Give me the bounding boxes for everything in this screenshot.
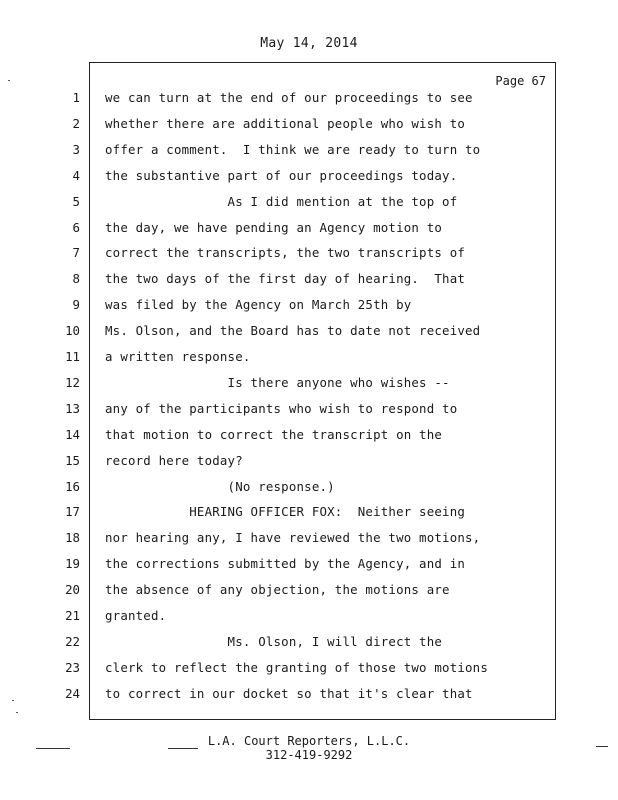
transcript-line [0, 401, 618, 427]
transcript-line [0, 427, 618, 453]
line-text: correct the transcripts, the two transcripts of [105, 245, 466, 261]
transcript-line [0, 453, 618, 479]
transcript-line [0, 634, 618, 660]
transcript-line [0, 530, 618, 556]
line-text: Ms. Olson, I will direct the [105, 633, 443, 649]
transcript-line [0, 168, 618, 194]
scan-speck [16, 712, 18, 713]
footer-company: L.A. Court Reporters, L.L.C. [207, 734, 411, 748]
line-text: was filed by the Agency on March 25th by [105, 297, 412, 313]
scan-mark [596, 746, 608, 747]
line-number: 1 [72, 90, 80, 105]
line-text: record here today? [105, 452, 243, 468]
line-text: any of the participants who wish to respond to [105, 400, 458, 416]
transcript-line [0, 660, 618, 686]
line-text: whether there are additional people who wish to [105, 115, 466, 131]
line-number: 23 [65, 659, 80, 675]
transcript-line [0, 582, 618, 608]
line-text: granted. [105, 608, 167, 623]
line-text: nor hearing any, I have reviewed the two motions, [105, 530, 481, 546]
line-text: Ms. Olson, and the Board has to date not received [105, 323, 481, 339]
transcript-line [0, 142, 618, 168]
line-number: 13 [65, 400, 80, 416]
line-number: 20 [65, 582, 80, 598]
page-date: May 14, 2014 [260, 36, 358, 51]
transcript-line [0, 116, 618, 142]
transcript-line [0, 479, 618, 505]
transcript-line [0, 349, 618, 375]
line-number: 9 [72, 297, 80, 313]
line-number: 22 [65, 633, 80, 649]
line-number: 18 [65, 530, 80, 546]
line-text: the two days of the first day of hearing. That [105, 271, 466, 287]
transcript-line [0, 245, 618, 271]
line-number: 2 [72, 115, 80, 131]
line-number: 14 [65, 426, 80, 442]
transcript-line [0, 556, 618, 582]
line-text: the corrections submitted by the Agency, and in [105, 556, 466, 572]
line-text: (No response.) [105, 478, 335, 494]
line-text: offer a comment. I think we are ready to turn to [105, 141, 481, 157]
line-number: 12 [65, 374, 80, 390]
line-number: 11 [65, 349, 80, 364]
line-text: to correct in our docket so that it's clear that [105, 685, 473, 701]
line-text: a written response. [105, 349, 251, 364]
line-text: Is there anyone who wishes -- [105, 374, 450, 390]
transcript-line [0, 608, 618, 634]
page-number: Page 67 [495, 74, 546, 88]
line-text: the absence of any objection, the motions are [105, 582, 450, 598]
transcript-line [0, 271, 618, 297]
line-number: 24 [65, 685, 80, 701]
line-text: the day, we have pending an Agency motion to [105, 219, 443, 235]
footer-phone: 312-419-9292 [265, 748, 353, 762]
scan-speck [12, 700, 14, 701]
scan-speck [8, 80, 10, 81]
transcript-line [0, 90, 618, 116]
line-text: clerk to reflect the granting of those two motions [105, 659, 488, 675]
line-number: 6 [72, 219, 80, 235]
line-text: that motion to correct the transcript on the [105, 426, 443, 442]
scan-mark [168, 748, 198, 749]
transcript-line [0, 297, 618, 323]
transcript-line [0, 504, 618, 530]
line-number: 17 [65, 504, 80, 520]
line-number: 8 [72, 271, 80, 287]
line-number: 15 [65, 452, 80, 468]
line-number: 21 [65, 608, 80, 623]
line-number: 10 [65, 323, 80, 339]
line-text: the substantive part of our proceedings today. [105, 167, 458, 183]
line-number: 16 [65, 478, 80, 494]
transcript-line [0, 323, 618, 349]
line-number: 3 [72, 141, 80, 157]
transcript-line [0, 375, 618, 401]
line-text: we can turn at the end of our proceedings to see [105, 90, 473, 105]
scan-mark [36, 748, 70, 749]
transcript-line [0, 194, 618, 220]
line-text: As I did mention at the top of [105, 193, 458, 209]
line-text: HEARING OFFICER FOX: Neither seeing [105, 504, 466, 520]
line-number: 4 [72, 167, 80, 183]
line-number: 5 [72, 193, 80, 209]
line-number: 7 [72, 245, 80, 261]
transcript-line [0, 686, 618, 712]
line-number: 19 [65, 556, 80, 572]
transcript-line [0, 220, 618, 246]
